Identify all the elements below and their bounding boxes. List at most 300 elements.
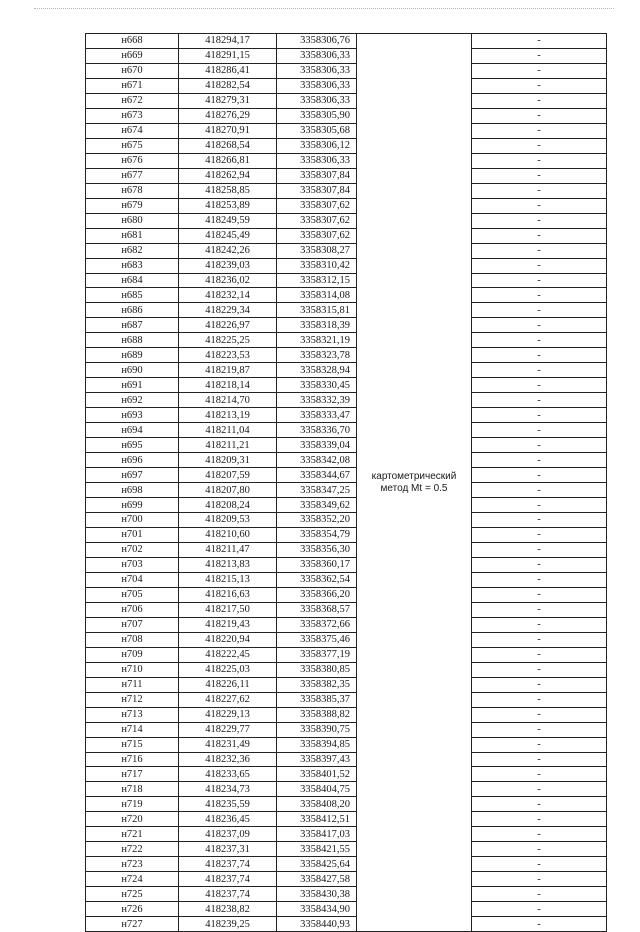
dash-cell: - bbox=[472, 213, 607, 228]
dash-cell: - bbox=[472, 378, 607, 393]
dash-cell: - bbox=[472, 183, 607, 198]
table-row bbox=[86, 333, 607, 348]
y-coordinate-cell: 3358306,33 bbox=[277, 153, 357, 168]
y-coordinate-cell: 3358362,54 bbox=[277, 572, 357, 587]
dash-cell: - bbox=[472, 632, 607, 647]
dash-cell: - bbox=[472, 78, 607, 93]
y-coordinate-cell: 3358310,42 bbox=[277, 258, 357, 273]
x-coordinate-cell: 418258,85 bbox=[179, 183, 277, 198]
y-coordinate-cell: 3358339,04 bbox=[277, 438, 357, 453]
point-number-cell: н715 bbox=[86, 737, 179, 752]
x-coordinate-cell: 418207,80 bbox=[179, 483, 277, 498]
dash-cell: - bbox=[472, 93, 607, 108]
point-number-cell: н696 bbox=[86, 453, 179, 468]
point-number-cell: н675 bbox=[86, 138, 179, 153]
y-coordinate-cell: 3358356,30 bbox=[277, 542, 357, 557]
y-coordinate-cell: 3358430,38 bbox=[277, 887, 357, 902]
y-coordinate-cell: 3358306,76 bbox=[277, 34, 357, 49]
dash-cell: - bbox=[472, 348, 607, 363]
point-number-cell: н724 bbox=[86, 872, 179, 887]
dash-cell: - bbox=[472, 572, 607, 587]
y-coordinate-cell: 3358360,17 bbox=[277, 557, 357, 572]
y-coordinate-cell: 3358333,47 bbox=[277, 408, 357, 423]
table-row bbox=[86, 48, 607, 63]
table-row bbox=[86, 63, 607, 78]
point-number-cell: н674 bbox=[86, 123, 179, 138]
x-coordinate-cell: 418211,47 bbox=[179, 542, 277, 557]
y-coordinate-cell: 3358380,85 bbox=[277, 662, 357, 677]
point-number-cell: н713 bbox=[86, 707, 179, 722]
y-coordinate-cell: 3358306,33 bbox=[277, 48, 357, 63]
table-row bbox=[86, 602, 607, 617]
y-coordinate-cell: 3358408,20 bbox=[277, 797, 357, 812]
x-coordinate-cell: 418209,53 bbox=[179, 513, 277, 528]
y-coordinate-cell: 3358307,62 bbox=[277, 228, 357, 243]
x-coordinate-cell: 418291,15 bbox=[179, 48, 277, 63]
table-row bbox=[86, 677, 607, 692]
x-coordinate-cell: 418220,94 bbox=[179, 632, 277, 647]
table-row bbox=[86, 572, 607, 587]
x-coordinate-cell: 418237,09 bbox=[179, 827, 277, 842]
x-coordinate-cell: 418237,31 bbox=[179, 842, 277, 857]
y-coordinate-cell: 3358354,79 bbox=[277, 527, 357, 542]
x-coordinate-cell: 418218,14 bbox=[179, 378, 277, 393]
dash-cell: - bbox=[472, 108, 607, 123]
point-number-cell: н712 bbox=[86, 692, 179, 707]
x-coordinate-cell: 418270,91 bbox=[179, 123, 277, 138]
y-coordinate-cell: 3358385,37 bbox=[277, 692, 357, 707]
dash-cell: - bbox=[472, 872, 607, 887]
table-row bbox=[86, 707, 607, 722]
point-number-cell: н685 bbox=[86, 288, 179, 303]
x-coordinate-cell: 418276,29 bbox=[179, 108, 277, 123]
table-row bbox=[86, 737, 607, 752]
y-coordinate-cell: 3358344,67 bbox=[277, 468, 357, 483]
method-cell bbox=[357, 34, 472, 932]
dash-cell: - bbox=[472, 752, 607, 767]
dash-cell: - bbox=[472, 153, 607, 168]
point-number-cell: н695 bbox=[86, 438, 179, 453]
point-number-cell: н690 bbox=[86, 363, 179, 378]
dash-cell: - bbox=[472, 138, 607, 153]
table-row bbox=[86, 692, 607, 707]
y-coordinate-cell: 3358332,39 bbox=[277, 393, 357, 408]
y-coordinate-cell: 3358306,33 bbox=[277, 63, 357, 78]
x-coordinate-cell: 418211,04 bbox=[179, 423, 277, 438]
x-coordinate-cell: 418239,25 bbox=[179, 917, 277, 932]
table-row bbox=[86, 318, 607, 333]
table-row bbox=[86, 513, 607, 528]
y-coordinate-cell: 3358330,45 bbox=[277, 378, 357, 393]
x-coordinate-cell: 418266,81 bbox=[179, 153, 277, 168]
table-row bbox=[86, 842, 607, 857]
dash-cell: - bbox=[472, 722, 607, 737]
y-coordinate-cell: 3358377,19 bbox=[277, 647, 357, 662]
x-coordinate-cell: 418268,54 bbox=[179, 138, 277, 153]
point-number-cell: н702 bbox=[86, 542, 179, 557]
table-row bbox=[86, 258, 607, 273]
table-row bbox=[86, 183, 607, 198]
y-coordinate-cell: 3358421,55 bbox=[277, 842, 357, 857]
table-row bbox=[86, 34, 607, 49]
dash-cell: - bbox=[472, 542, 607, 557]
table-row bbox=[86, 288, 607, 303]
x-coordinate-cell: 418236,45 bbox=[179, 812, 277, 827]
x-coordinate-cell: 418225,03 bbox=[179, 662, 277, 677]
dash-cell: - bbox=[472, 498, 607, 513]
table-row bbox=[86, 617, 607, 632]
table-row bbox=[86, 752, 607, 767]
x-coordinate-cell: 418239,03 bbox=[179, 258, 277, 273]
y-coordinate-cell: 3358312,15 bbox=[277, 273, 357, 288]
table-row bbox=[86, 782, 607, 797]
point-number-cell: н686 bbox=[86, 303, 179, 318]
dash-cell: - bbox=[472, 827, 607, 842]
y-coordinate-cell: 3358307,62 bbox=[277, 198, 357, 213]
point-number-cell: н681 bbox=[86, 228, 179, 243]
table-row bbox=[86, 108, 607, 123]
point-number-cell: н676 bbox=[86, 153, 179, 168]
table-row bbox=[86, 483, 607, 498]
dash-cell: - bbox=[472, 228, 607, 243]
dash-cell: - bbox=[472, 363, 607, 378]
point-number-cell: н682 bbox=[86, 243, 179, 258]
dash-cell: - bbox=[472, 318, 607, 333]
table-row bbox=[86, 273, 607, 288]
point-number-cell: н687 bbox=[86, 318, 179, 333]
point-number-cell: н691 bbox=[86, 378, 179, 393]
dash-cell: - bbox=[472, 677, 607, 692]
point-number-cell: н723 bbox=[86, 857, 179, 872]
dash-cell: - bbox=[472, 527, 607, 542]
y-coordinate-cell: 3358417,03 bbox=[277, 827, 357, 842]
point-number-cell: н716 bbox=[86, 752, 179, 767]
x-coordinate-cell: 418237,74 bbox=[179, 887, 277, 902]
x-coordinate-cell: 418237,74 bbox=[179, 872, 277, 887]
dash-cell: - bbox=[472, 707, 607, 722]
y-coordinate-cell: 3358412,51 bbox=[277, 812, 357, 827]
point-number-cell: н672 bbox=[86, 93, 179, 108]
dash-cell: - bbox=[472, 393, 607, 408]
y-coordinate-cell: 3358375,46 bbox=[277, 632, 357, 647]
x-coordinate-cell: 418279,31 bbox=[179, 93, 277, 108]
x-coordinate-cell: 418233,65 bbox=[179, 767, 277, 782]
table-row bbox=[86, 812, 607, 827]
table-row bbox=[86, 498, 607, 513]
table-row bbox=[86, 78, 607, 93]
y-coordinate-cell: 3358372,66 bbox=[277, 617, 357, 632]
point-number-cell: н706 bbox=[86, 602, 179, 617]
point-number-cell: н707 bbox=[86, 617, 179, 632]
point-number-cell: н709 bbox=[86, 647, 179, 662]
point-number-cell: н725 bbox=[86, 887, 179, 902]
point-number-cell: н698 bbox=[86, 483, 179, 498]
coordinates-table bbox=[85, 33, 607, 932]
dash-cell: - bbox=[472, 797, 607, 812]
table-row bbox=[86, 348, 607, 363]
x-coordinate-cell: 418209,31 bbox=[179, 453, 277, 468]
table-row bbox=[86, 587, 607, 602]
table-row bbox=[86, 378, 607, 393]
dash-cell: - bbox=[472, 902, 607, 917]
table-row bbox=[86, 797, 607, 812]
table-row bbox=[86, 228, 607, 243]
dash-cell: - bbox=[472, 842, 607, 857]
dash-cell: - bbox=[472, 123, 607, 138]
table-row bbox=[86, 213, 607, 228]
table-row bbox=[86, 438, 607, 453]
table-row bbox=[86, 408, 607, 423]
y-coordinate-cell: 3358323,78 bbox=[277, 348, 357, 363]
table-row bbox=[86, 527, 607, 542]
point-number-cell: н668 bbox=[86, 34, 179, 49]
table-row bbox=[86, 423, 607, 438]
point-number-cell: н677 bbox=[86, 168, 179, 183]
x-coordinate-cell: 418211,21 bbox=[179, 438, 277, 453]
point-number-cell: н718 bbox=[86, 782, 179, 797]
dash-cell: - bbox=[472, 288, 607, 303]
dash-cell: - bbox=[472, 917, 607, 932]
dash-cell: - bbox=[472, 273, 607, 288]
point-number-cell: н679 bbox=[86, 198, 179, 213]
y-coordinate-cell: 3358366,20 bbox=[277, 587, 357, 602]
dash-cell: - bbox=[472, 453, 607, 468]
y-coordinate-cell: 3358401,52 bbox=[277, 767, 357, 782]
dash-cell: - bbox=[472, 258, 607, 273]
dash-cell: - bbox=[472, 243, 607, 258]
table-row bbox=[86, 662, 607, 677]
x-coordinate-cell: 418219,87 bbox=[179, 363, 277, 378]
scan-top-border bbox=[34, 8, 614, 9]
y-coordinate-cell: 3358427,58 bbox=[277, 872, 357, 887]
method-accuracy-label: метод Mt = 0.5 bbox=[380, 482, 448, 494]
x-coordinate-cell: 418253,89 bbox=[179, 198, 277, 213]
x-coordinate-cell: 418226,11 bbox=[179, 677, 277, 692]
x-coordinate-cell: 418238,82 bbox=[179, 902, 277, 917]
x-coordinate-cell: 418219,43 bbox=[179, 617, 277, 632]
point-number-cell: н684 bbox=[86, 273, 179, 288]
dash-cell: - bbox=[472, 513, 607, 528]
point-number-cell: н717 bbox=[86, 767, 179, 782]
y-coordinate-cell: 3358336,70 bbox=[277, 423, 357, 438]
x-coordinate-cell: 418286,41 bbox=[179, 63, 277, 78]
dash-cell: - bbox=[472, 617, 607, 632]
y-coordinate-cell: 3358314,08 bbox=[277, 288, 357, 303]
table-row bbox=[86, 168, 607, 183]
dash-cell: - bbox=[472, 767, 607, 782]
y-coordinate-cell: 3358328,94 bbox=[277, 363, 357, 378]
table-row bbox=[86, 827, 607, 842]
y-coordinate-cell: 3358307,84 bbox=[277, 168, 357, 183]
y-coordinate-cell: 3358321,19 bbox=[277, 333, 357, 348]
x-coordinate-cell: 418225,25 bbox=[179, 333, 277, 348]
x-coordinate-cell: 418213,19 bbox=[179, 408, 277, 423]
x-coordinate-cell: 418249,59 bbox=[179, 213, 277, 228]
point-number-cell: н727 bbox=[86, 917, 179, 932]
dash-cell: - bbox=[472, 48, 607, 63]
y-coordinate-cell: 3358306,33 bbox=[277, 78, 357, 93]
x-coordinate-cell: 418226,97 bbox=[179, 318, 277, 333]
point-number-cell: н699 bbox=[86, 498, 179, 513]
y-coordinate-cell: 3358305,68 bbox=[277, 123, 357, 138]
x-coordinate-cell: 418294,17 bbox=[179, 34, 277, 49]
table-row bbox=[86, 857, 607, 872]
point-number-cell: н678 bbox=[86, 183, 179, 198]
y-coordinate-cell: 3358368,57 bbox=[277, 602, 357, 617]
table-row bbox=[86, 872, 607, 887]
y-coordinate-cell: 3358434,90 bbox=[277, 902, 357, 917]
point-number-cell: н680 bbox=[86, 213, 179, 228]
table-row bbox=[86, 303, 607, 318]
x-coordinate-cell: 418242,26 bbox=[179, 243, 277, 258]
table-row bbox=[86, 123, 607, 138]
point-number-cell: н673 bbox=[86, 108, 179, 123]
point-number-cell: н693 bbox=[86, 408, 179, 423]
dash-cell: - bbox=[472, 587, 607, 602]
point-number-cell: н697 bbox=[86, 468, 179, 483]
dash-cell: - bbox=[472, 63, 607, 78]
table-row bbox=[86, 647, 607, 662]
point-number-cell: н719 bbox=[86, 797, 179, 812]
point-number-cell: н703 bbox=[86, 557, 179, 572]
method-label: картометрический bbox=[371, 470, 457, 482]
y-coordinate-cell: 3358308,27 bbox=[277, 243, 357, 258]
point-number-cell: н688 bbox=[86, 333, 179, 348]
y-coordinate-cell: 3358397,43 bbox=[277, 752, 357, 767]
dash-cell: - bbox=[472, 408, 607, 423]
dash-cell: - bbox=[472, 198, 607, 213]
x-coordinate-cell: 418223,53 bbox=[179, 348, 277, 363]
dash-cell: - bbox=[472, 647, 607, 662]
x-coordinate-cell: 418210,60 bbox=[179, 527, 277, 542]
y-coordinate-cell: 3358342,08 bbox=[277, 453, 357, 468]
dash-cell: - bbox=[472, 303, 607, 318]
dash-cell: - bbox=[472, 438, 607, 453]
dash-cell: - bbox=[472, 887, 607, 902]
dash-cell: - bbox=[472, 168, 607, 183]
x-coordinate-cell: 418245,49 bbox=[179, 228, 277, 243]
table-row bbox=[86, 468, 607, 483]
x-coordinate-cell: 418237,74 bbox=[179, 857, 277, 872]
point-number-cell: н704 bbox=[86, 572, 179, 587]
dash-cell: - bbox=[472, 423, 607, 438]
y-coordinate-cell: 3358404,75 bbox=[277, 782, 357, 797]
x-coordinate-cell: 418213,83 bbox=[179, 557, 277, 572]
dash-cell: - bbox=[472, 557, 607, 572]
x-coordinate-cell: 418229,13 bbox=[179, 707, 277, 722]
x-coordinate-cell: 418236,02 bbox=[179, 273, 277, 288]
y-coordinate-cell: 3358388,82 bbox=[277, 707, 357, 722]
point-number-cell: н700 bbox=[86, 513, 179, 528]
x-coordinate-cell: 418222,45 bbox=[179, 647, 277, 662]
x-coordinate-cell: 418217,50 bbox=[179, 602, 277, 617]
table-row bbox=[86, 198, 607, 213]
dash-cell: - bbox=[472, 34, 607, 49]
table-row bbox=[86, 453, 607, 468]
dash-cell: - bbox=[472, 333, 607, 348]
table-row bbox=[86, 542, 607, 557]
y-coordinate-cell: 3358394,85 bbox=[277, 737, 357, 752]
y-coordinate-cell: 3358307,62 bbox=[277, 213, 357, 228]
table-row bbox=[86, 557, 607, 572]
point-number-cell: н701 bbox=[86, 527, 179, 542]
point-number-cell: н692 bbox=[86, 393, 179, 408]
table-row bbox=[86, 722, 607, 737]
dash-cell: - bbox=[472, 602, 607, 617]
table-row bbox=[86, 363, 607, 378]
x-coordinate-cell: 418232,14 bbox=[179, 288, 277, 303]
table-row bbox=[86, 917, 607, 932]
y-coordinate-cell: 3358382,35 bbox=[277, 677, 357, 692]
point-number-cell: н711 bbox=[86, 677, 179, 692]
point-number-cell: н670 bbox=[86, 63, 179, 78]
table-row bbox=[86, 887, 607, 902]
y-coordinate-cell: 3358305,90 bbox=[277, 108, 357, 123]
x-coordinate-cell: 418215,13 bbox=[179, 572, 277, 587]
x-coordinate-cell: 418229,34 bbox=[179, 303, 277, 318]
coordinates-table-body bbox=[86, 34, 607, 932]
dash-cell: - bbox=[472, 782, 607, 797]
dash-cell: - bbox=[472, 662, 607, 677]
y-coordinate-cell: 3358306,33 bbox=[277, 93, 357, 108]
y-coordinate-cell: 3358315,81 bbox=[277, 303, 357, 318]
dash-cell: - bbox=[472, 692, 607, 707]
x-coordinate-cell: 418216,63 bbox=[179, 587, 277, 602]
dash-cell: - bbox=[472, 468, 607, 483]
y-coordinate-cell: 3358306,12 bbox=[277, 138, 357, 153]
point-number-cell: н689 bbox=[86, 348, 179, 363]
table-row bbox=[86, 393, 607, 408]
table-row bbox=[86, 767, 607, 782]
x-coordinate-cell: 418232,36 bbox=[179, 752, 277, 767]
y-coordinate-cell: 3358307,84 bbox=[277, 183, 357, 198]
y-coordinate-cell: 3358390,75 bbox=[277, 722, 357, 737]
point-number-cell: н694 bbox=[86, 423, 179, 438]
y-coordinate-cell: 3358425,64 bbox=[277, 857, 357, 872]
y-coordinate-cell: 3358347,25 bbox=[277, 483, 357, 498]
point-number-cell: н710 bbox=[86, 662, 179, 677]
point-number-cell: н708 bbox=[86, 632, 179, 647]
x-coordinate-cell: 418262,94 bbox=[179, 168, 277, 183]
dash-cell: - bbox=[472, 812, 607, 827]
x-coordinate-cell: 418207,59 bbox=[179, 468, 277, 483]
dash-cell: - bbox=[472, 737, 607, 752]
dash-cell: - bbox=[472, 483, 607, 498]
y-coordinate-cell: 3358352,20 bbox=[277, 513, 357, 528]
y-coordinate-cell: 3358318,39 bbox=[277, 318, 357, 333]
point-number-cell: н720 bbox=[86, 812, 179, 827]
x-coordinate-cell: 418227,62 bbox=[179, 692, 277, 707]
point-number-cell: н714 bbox=[86, 722, 179, 737]
x-coordinate-cell: 418282,54 bbox=[179, 78, 277, 93]
x-coordinate-cell: 418235,59 bbox=[179, 797, 277, 812]
x-coordinate-cell: 418234,73 bbox=[179, 782, 277, 797]
point-number-cell: н671 bbox=[86, 78, 179, 93]
x-coordinate-cell: 418229,77 bbox=[179, 722, 277, 737]
point-number-cell: н721 bbox=[86, 827, 179, 842]
x-coordinate-cell: 418214,70 bbox=[179, 393, 277, 408]
y-coordinate-cell: 3358440,93 bbox=[277, 917, 357, 932]
table-row bbox=[86, 902, 607, 917]
x-coordinate-cell: 418231,49 bbox=[179, 737, 277, 752]
x-coordinate-cell: 418208,24 bbox=[179, 498, 277, 513]
dash-cell: - bbox=[472, 857, 607, 872]
table-row bbox=[86, 632, 607, 647]
point-number-cell: н669 bbox=[86, 48, 179, 63]
table-row bbox=[86, 138, 607, 153]
point-number-cell: н683 bbox=[86, 258, 179, 273]
table-row bbox=[86, 93, 607, 108]
